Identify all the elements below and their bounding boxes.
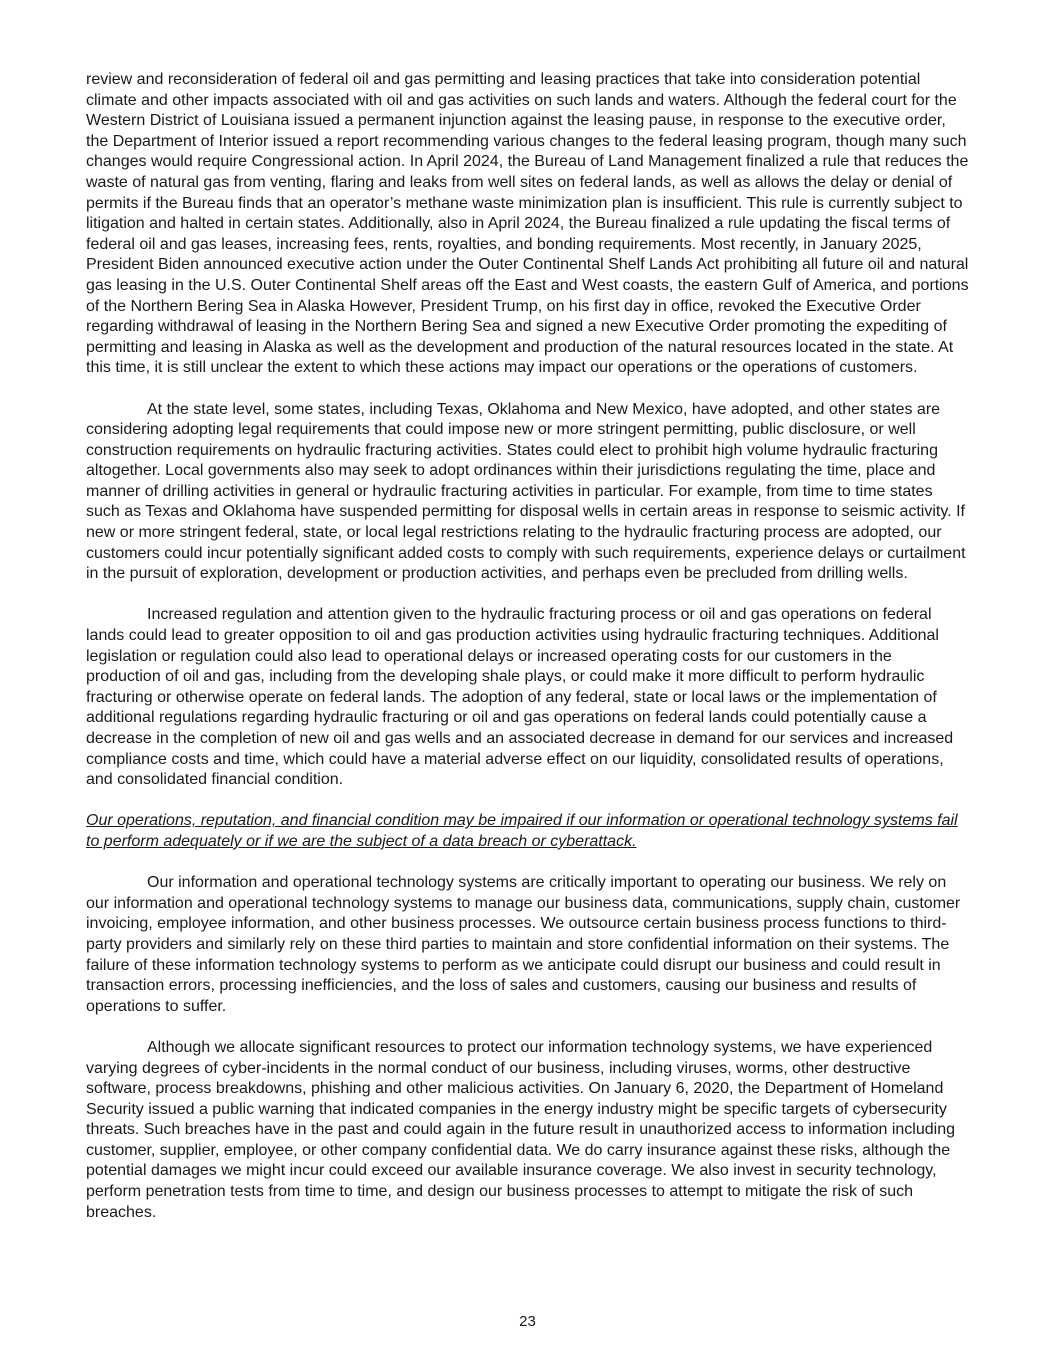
paragraph-it-systems: Our information and operational technology systems are critically important to operating our business. We rely on our information and operational technology systems to manage our business data, communications, supply chain, customer invoicing, employee information, and other business processes. We outsource certain business process functions to third-party providers and similarly rely on these third parties to maintain and store confidential information on their systems. The failure of these information technology systems to perform as we anticipate could disrupt our business and could result in transaction errors, processing inefficiencies, and the loss of sales and customers, causing our business and results of operations to suffer.	[86, 874, 961, 1015]
paragraph-federal-leasing: review and reconsideration of federal oil and gas permitting and leasing practices that take into consideration potential climate and other impacts associated with oil and gas activities on such lands and waters. Although the federal court for the Western District of Louisiana issued a permanent injunction against the leasing pause, in response to the executive order, the Department of Interior issued a report recommending various changes to the federal leasing program, though many such changes would require Congressional action. In April 2024, the Bureau of Land Management finalized a rule that reduces the waste of natural gas from venting, flaring and leaks from well sites on federal lands, as well as allows the delay or denial of permits if the Bureau finds that an operator’s methane waste minimization plan is insufficient. This rule is currently subject to litigation and halted in certain states. Additionally, also in April 2024, the Bureau finalized a rule updating the fiscal terms of federal oil and gas leases, increasing fees, rents, royalties, and bonding requirements. Most recently, in January 2025, President Biden announced executive action under the Outer Continental Shelf Lands Act prohibiting all future oil and natural gas leasing in the U.S. Outer Continental Shelf areas off the East and West coasts, the eastern Gulf of America, and portions of the Northern Bering Sea in Alaska However, President Trump, on his first day in office, revoked the Executive Order regarding withdrawal of leasing in the Northern Bering Sea and signed a new Executive Order promoting the expediting of permitting and leasing in Alaska as well as the development and production of the natural resources located in the state. At this time, it is still unclear the extent to which these actions may impact our operations or the operations of customers.	[86, 71, 969, 377]
paragraph-state-level: At the state level, some states, including Texas, Oklahoma and New Mexico, have adopted, and other states are considering adopting legal requirements that could impose new or more stringent permitting, public disclosure, or well construction requirements on hydraulic fracturing activities. States could elect to prohibit high volume hydraulic fracturing altogether. Local governments also may seek to adopt ordinances within their jurisdictions regulating the time, place and manner of drilling activities in general or hydraulic fracturing activities in particular. For example, from time to time states such as Texas and Oklahoma have suspended permitting for disposal wells in certain areas in response to seismic activity. If new or more stringent federal, state, or local legal restrictions relating to the hydraulic fracturing process are adopted, our customers could incur potentially significant added costs to comply with such requirements, experience delays or curtailment in the pursuit of exploration, development or production activities, and perhaps even be precluded from drilling wells.	[86, 400, 966, 583]
paragraph-increased-regulation: Increased regulation and attention given to the hydraulic fracturing process or oil and gas operations on federal lands could lead to greater opposition to oil and gas production activities using hydraulic fracturing techniques. Additional legislation or regulation could also lead to operational delays or increased operating costs for our customers in the production of oil and gas, including from the developing shale plays, or could make it more difficult to perform hydraulic fracturing or otherwise operate on federal lands. The adoption of any federal, state or local laws or the implementation of additional regulations regarding hydraulic fracturing or oil and gas operations on federal lands could potentially cause a decrease in the completion of new oil and gas wells and an associated decrease in demand for our services and increased compliance costs and time, which could have a material adverse effect on our liquidity, consolidated results of operations, and consolidated financial condition.	[86, 606, 954, 789]
page-number: 23	[519, 1313, 536, 1330]
paragraph-cyber-incidents: Although we allocate significant resources to protect our information technology systems, we have experienced varying degrees of cyber-incidents in the normal conduct of our business, including viruses, worms, other destructive software, process breakdowns, phishing and other malicious activities. On January 6, 2020, the Department of Homeland Security issued a public warning that indicated companies in the energy industry might be specific targets of cybersecurity threats. Such breaches have in the past and could again in the future result in unauthorized access to information including customer, supplier, employee, or other company confidential data. We do carry insurance against these risks, although the potential damages we might incur could exceed our available insurance coverage. We also invest in security technology, perform penetration tests from time to time, and design our business processes to attempt to mitigate the risk of such breaches.	[86, 1038, 955, 1221]
risk-factor-heading: Our operations, reputation, and financial condition may be impaired if our information or operational technology systems fail to perform adequately or if we are the subject of a data breach or cyberattack.	[86, 812, 958, 850]
document-page	[86, 70, 970, 1244]
